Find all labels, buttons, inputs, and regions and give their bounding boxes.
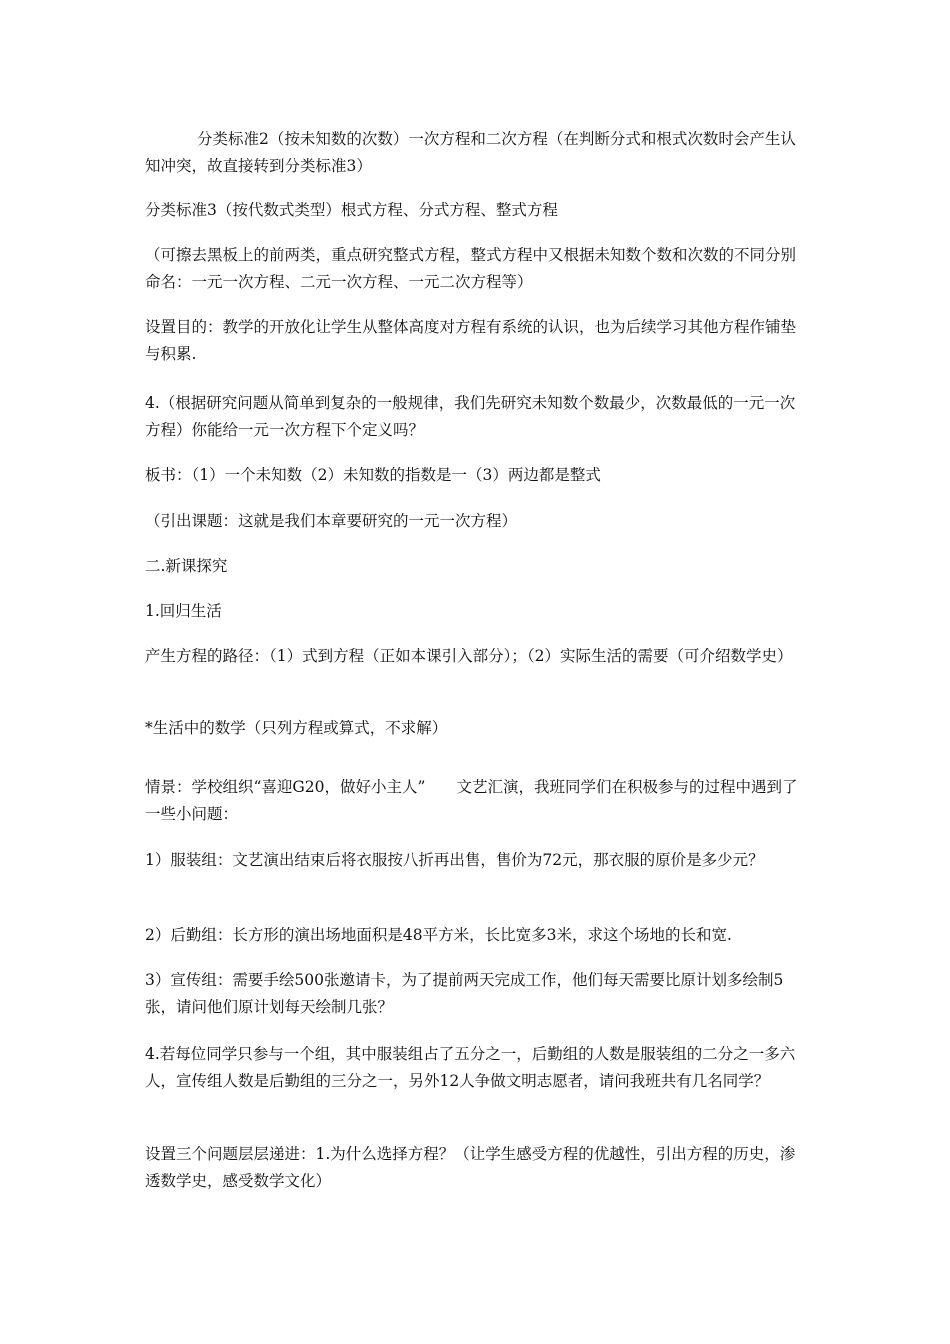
paragraph-three-questions: 设置三个问题层层递进：1.为什么选择方程？（让学生感受方程的优越性，引出方程的历史，渗透数学史，感受数学文化） bbox=[145, 1145, 796, 1190]
subheading-back-to-life: 1.回归生活 bbox=[145, 602, 222, 620]
paragraph-purpose: 设置目的：教学的开放化让学生从整体高度对方程有系统的认识，也为后续学习其他方程作铺垫与积累. bbox=[145, 318, 797, 363]
paragraph-question-4: 4.（根据研究问题从简单到复杂的一般规律，我们先研究未知数个数最少，次数最低的一元一次方程）你能给一元一次方程下个定义吗？ bbox=[145, 394, 796, 439]
paragraph-scenario: 情景：学校组织“喜迎G20，做好小主人” 文艺汇演，我班同学们在积极参与的过程中遇到了一些小问题： bbox=[145, 778, 798, 823]
section-heading-new-lesson: 二.新课探究 bbox=[145, 557, 228, 575]
paragraph-classification-2: 分类标准2（按未知数的次数）一次方程和二次方程（在判断分式和根式次数时会产生认知冲突，故直接转到分类标准3） bbox=[145, 130, 796, 175]
problem-class-size: 4.若每位同学只参与一个组，其中服装组占了五分之一，后勤组的人数是服装组的二分之一多六人，宣传组人数是后勤组的三分之一，另外12人争做文明志愿者，请问我班共有几名同学？ bbox=[145, 1045, 796, 1090]
problem-publicity-group: 3）宣传组：需要手绘500张邀请卡，为了提前两天完成工作，他们每天需要比原计划多绘制5张，请问他们原计划每天绘制几张？ bbox=[145, 971, 784, 1016]
paragraph-classification-3: 分类标准3（按代数式类型）根式方程、分式方程、整式方程 bbox=[145, 201, 558, 219]
paragraph-blackboard: 板书：（1）一个未知数（2）未知数的指数是一（3）两边都是整式 bbox=[145, 466, 601, 484]
paragraph-life-math: *生活中的数学（只列方程或算式，不求解） bbox=[145, 719, 448, 737]
problem-costume-group: 1）服装组：文艺演出结束后将衣服按八折再出售，售价为72元，那衣服的原价是多少元？ bbox=[145, 851, 764, 869]
problem-logistics-group: 2）后勤组：长方形的演出场地面积是48平方米，长比宽多3米，求这个场地的长和宽. bbox=[145, 926, 732, 944]
paragraph-topic: （引出课题：这就是我们本章要研究的一元一次方程） bbox=[145, 512, 518, 530]
paragraph-equation-paths: 产生方程的路径：（1）式到方程（正如本课引入部分）；（2）实际生活的需要（可介绍数学史） bbox=[145, 647, 793, 665]
paragraph-erase-note: （可擦去黑板上的前两类，重点研究整式方程，整式方程中又根据未知数个数和次数的不同分别命名：一元一次方程、二元一次方程、一元二次方程等） bbox=[145, 246, 797, 291]
